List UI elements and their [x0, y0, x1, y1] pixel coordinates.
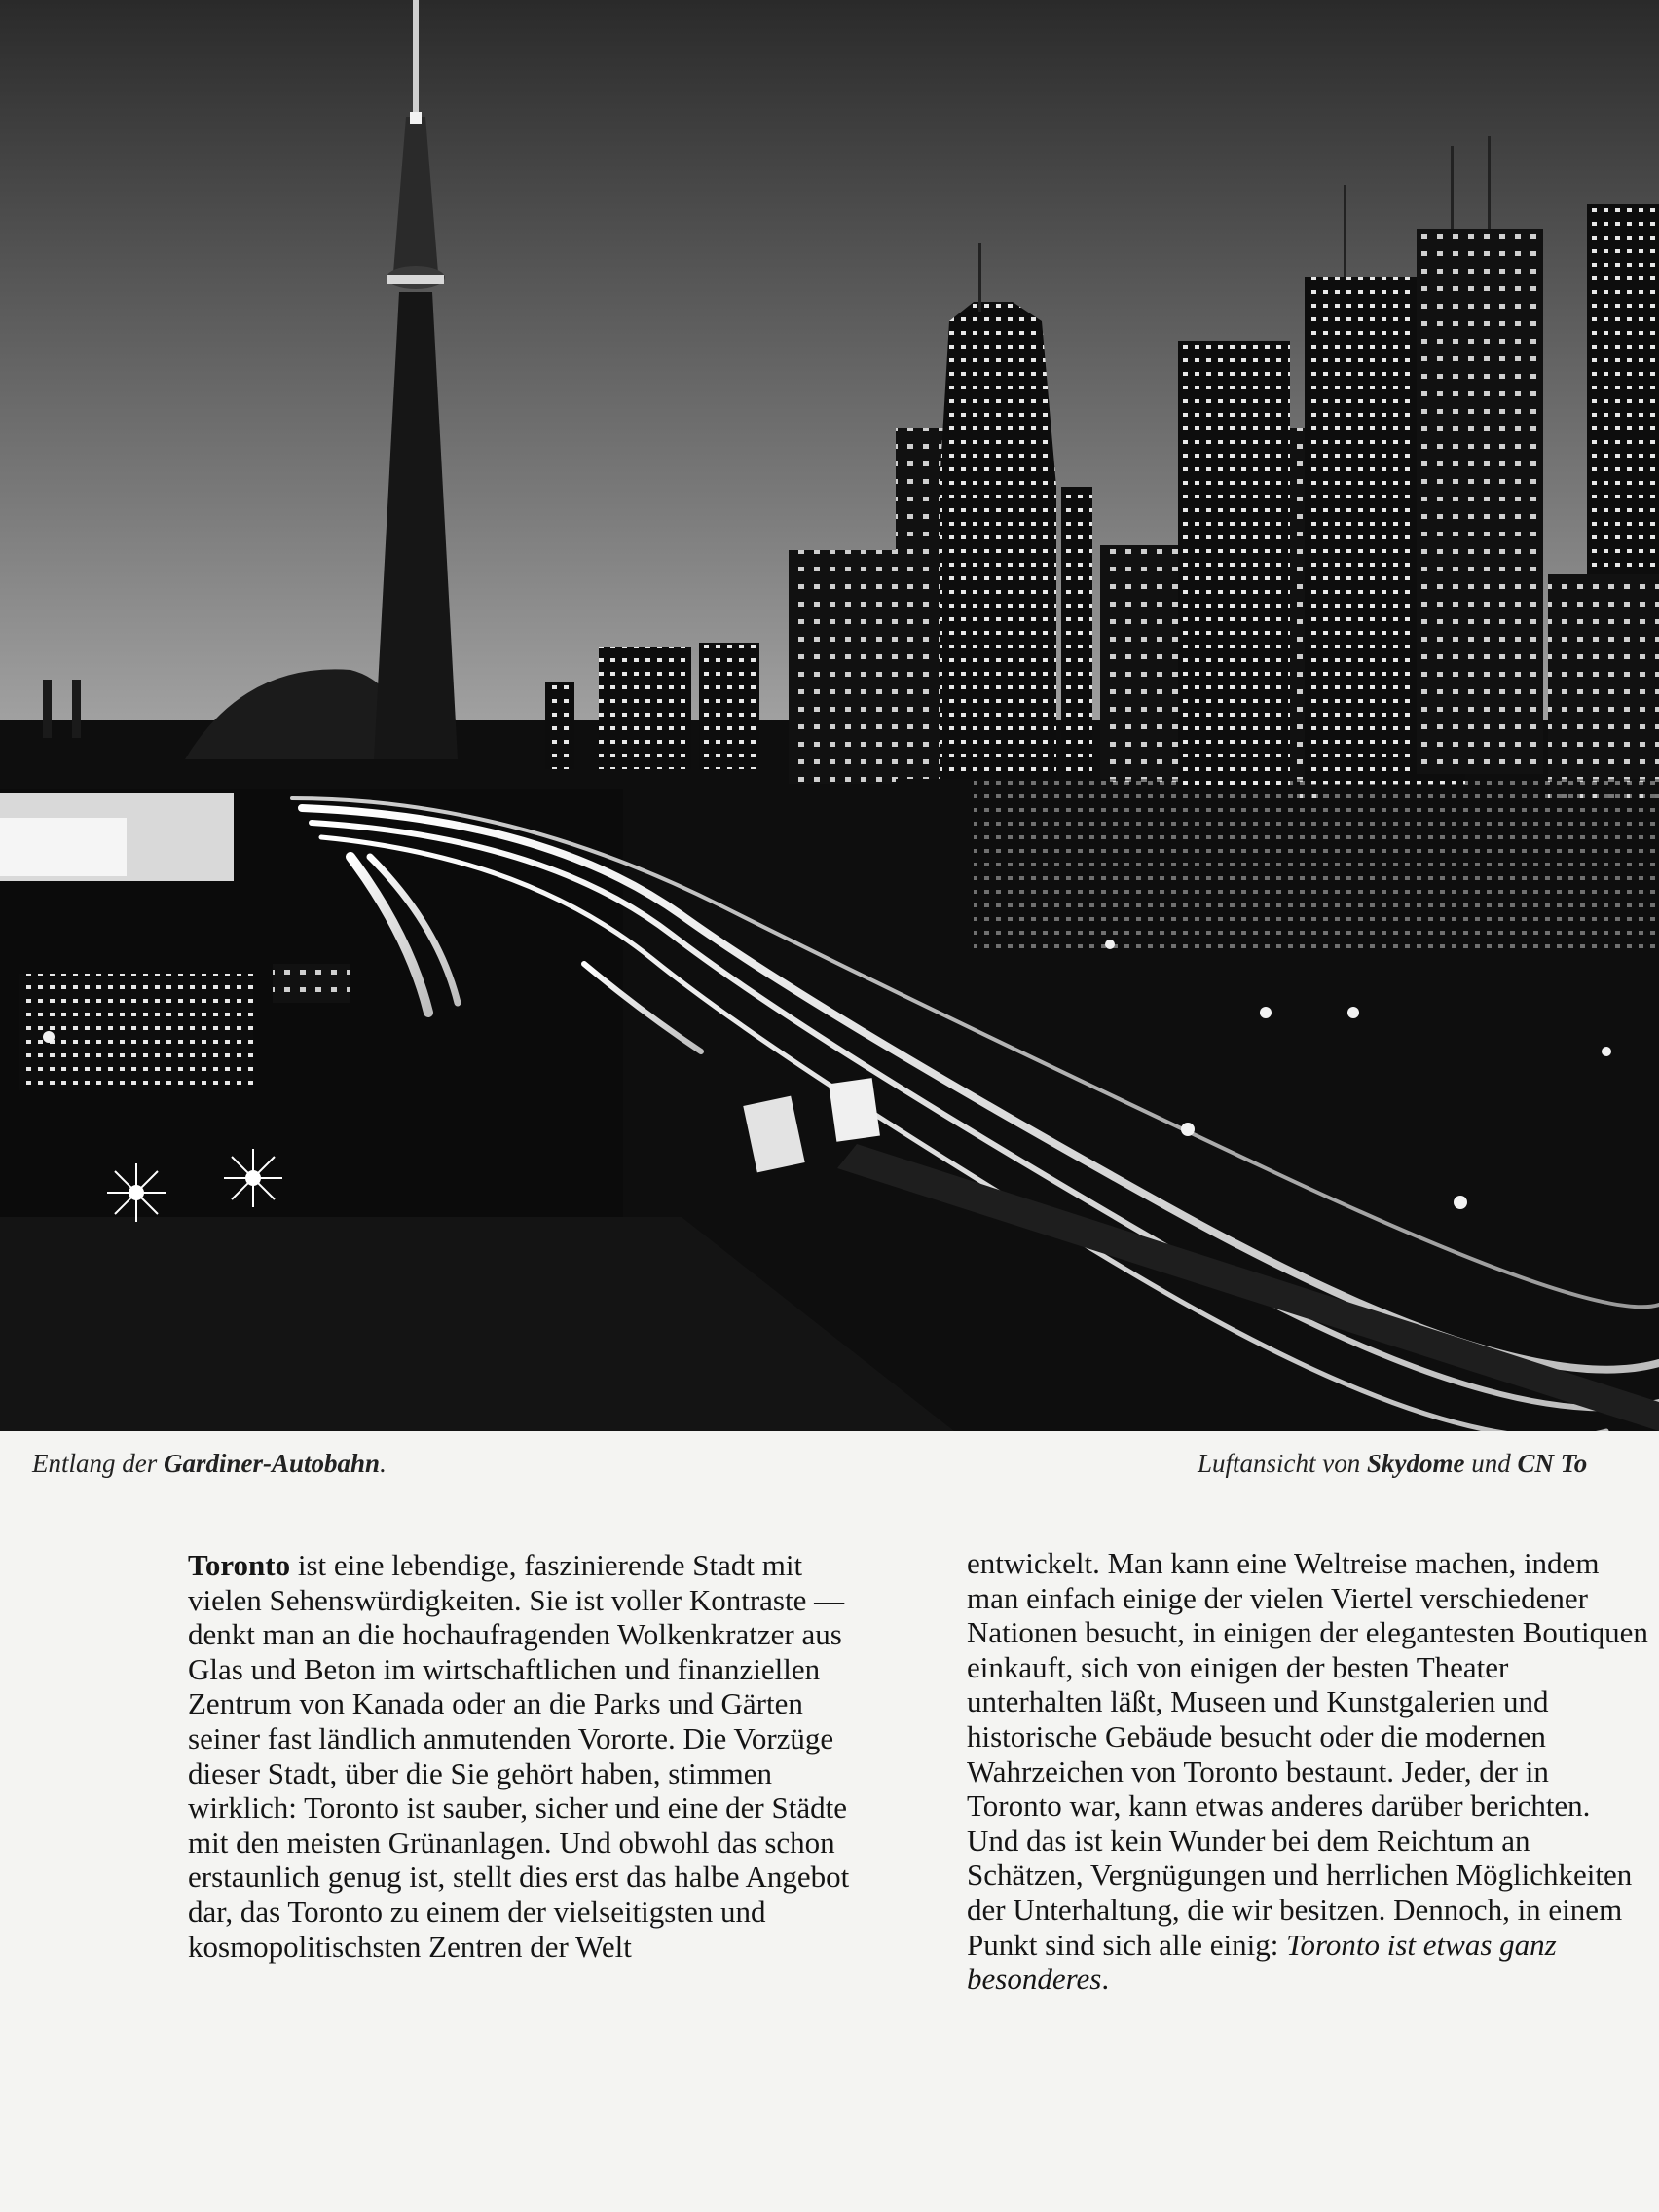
body-right-italic: Toronto ist etwas ganz besonderes: [967, 1927, 1557, 1997]
caption-right-bold-skydome: Skydome: [1367, 1449, 1465, 1478]
caption-left-bold: Gardiner-Autobahn: [164, 1449, 381, 1478]
body-paragraph-left: [188, 1548, 850, 1964]
caption-right-mid: und: [1464, 1449, 1518, 1478]
photo-caption-right: [1198, 1449, 1587, 1479]
body-paragraph-right: [967, 1546, 1648, 1997]
body-column-left: [188, 1548, 850, 1964]
caption-right-prefix: Luftansicht von: [1198, 1449, 1367, 1478]
body-right-text: entwickelt. Man kann eine Weltreise machen, indem man einfach einige der vielen Viertel verschiedener Nationen besucht, in einigen der elegantesten Boutiquen einkauft, sich von einigen der besten Theater unterhalten läßt, Museen und Kunstgalerien und historische Gebäude besucht oder die modernen Wahrzeichen von Toronto bestaunt. Jeder, der in Toronto war, kann etwas anderes darüber berichten. Und das ist kein Wunder bei dem Reichtum an Schätzen, Vergnügungen und herrlichen Möglichkeiten der Unterhaltung, die wir besitzen. Dennoch, in einem Punkt sind sich alle einig:: [967, 1546, 1648, 1962]
body-right-end: .: [1101, 1962, 1110, 1997]
lead-word: Toronto: [188, 1548, 291, 1582]
caption-right-bold-cn-tower: CN To: [1517, 1449, 1588, 1478]
photo-caption-left: [32, 1449, 387, 1479]
body-column-right: [967, 1546, 1648, 1997]
caption-left-prefix: Entlang der: [32, 1449, 164, 1478]
caption-left-suffix: .: [380, 1449, 387, 1478]
body-left-text: ist eine lebendige, faszinierende Stadt mit vielen Sehenswürdigkeiten. Sie ist voller Kontraste — denkt man an die hochaufragenden Wolkenkratzer aus Glas und Beton im wirtschaftlichen und finanziellen Zentrum von Kanada oder an die Parks und Gärten seiner fast ländlich anmutenden Vororte. Die Vorzüge dieser Stadt, über die Sie gehört haben, stimmen wirklich: Toronto ist sauber, sicher und eine der Städte mit den meisten Grünanlagen. Und obwohl das schon erstaunlich genug ist, stellt dies erst das halbe Angebot dar, das Toronto zu einem der vielseitigsten und kosmopolitischsten Zentren der Welt: [188, 1548, 850, 1964]
